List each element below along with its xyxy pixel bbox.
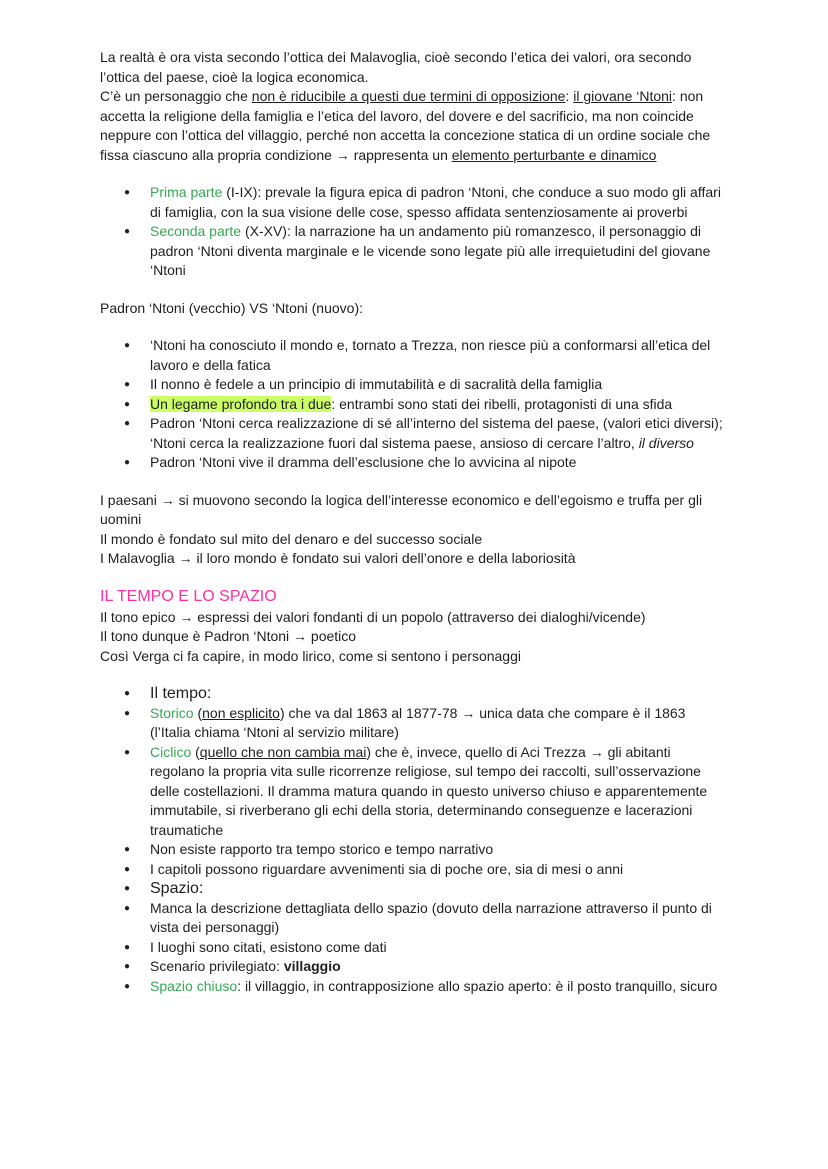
list-item: ● I capitoli possono riguardare avvenimenti sia di poche ore, sia di mesi o anni bbox=[100, 860, 728, 880]
part-label: Prima parte bbox=[150, 184, 223, 200]
list-text: che è, invece, quello di Aci Trezza → gli abitanti regolano la propria vita sulle ricorrenze religiose, sul tempo dei raccolti, sull’osservazione delle costellazioni. Il dramma matura quando in questo universo chiuso e apparentemente immutabile, si riverberano gli echi della storia, determinando conseguenze e lacerazioni traumatiche bbox=[150, 743, 708, 838]
versus-title: Padron ‘Ntoni (vecchio) VS ‘Ntoni (nuovo): bbox=[100, 299, 364, 316]
underlined-phrase: non esplicito bbox=[202, 704, 280, 721]
underlined-phrase: non è riducibile a questi due termini di opposizione bbox=[251, 88, 566, 104]
list-item: ● Manca la descrizione dettagliata dello spazio (dovuto della narrazione attraverso il punto di vista dei personaggi) bbox=[100, 899, 728, 938]
list-item bbox=[100, 977, 728, 997]
section-heading: IL TEMPO E LO SPAZIO bbox=[100, 587, 277, 605]
list-item bbox=[100, 183, 728, 222]
intro-text: : non accetta la religione della famiglia e l’etica del lavoro, del dovere e del sacrificio, ma non coincide neppure con l’ottica del villaggio, perché non accetta la concezione statica di un ordine sociale che fissa ciascuno alla propria condizione → rappresenta un bbox=[100, 88, 711, 163]
list-item: ● Storico (non esplicito) che va dal 1863 al 1877-78 → unica data che compare è il 1863 (l’Italia chiama ‘Ntoni al servizio militare) bbox=[100, 704, 728, 743]
versus-list bbox=[100, 336, 728, 473]
part-text: (I-IX): prevale la figura epica di padron ‘Ntoni, che conduce a suo modo gli affari di famiglia, con la sua visione delle cose, spesso affidata sentenziosamente ai proverbi bbox=[150, 184, 721, 220]
tone-line-1: Il tono epico → espressi dei valori fondanti di un popolo (attraverso dei dialoghi/vicende) bbox=[100, 608, 646, 625]
tone-line-3: Così Verga ci fa capire, in modo lirico, come si sentono i personaggi bbox=[100, 647, 521, 664]
bold-phrase: villaggio bbox=[283, 958, 341, 974]
intro-text: : bbox=[565, 88, 574, 104]
list-item: ● Ciclico (quello che non cambia mai) che è, invece, quello di Aci Trezza → gli abitanti regolano la propria vita sulle ricorrenze religiose, sul tempo dei raccolti, sull’osservazione delle costellazioni. Il dramma matura quando in questo universo chiuso e apparentemente immutabile, si riverberano gli echi della storia, determinando conseguenze e lacerazioni traumatiche bbox=[100, 743, 728, 841]
list-text: : il villaggio, in contrapposizione allo spazio aperto: è il posto tranquillo, sicuro bbox=[237, 977, 718, 994]
list-item: ● Padron ‘Ntoni vive il dramma dell’esclusione che lo avvicina al nipote bbox=[100, 453, 728, 473]
underlined-phrase: elemento perturbante e dinamico bbox=[451, 146, 657, 163]
document-body bbox=[100, 48, 728, 996]
list-item-tempo-title: ● Il tempo: bbox=[100, 684, 728, 704]
list-item bbox=[100, 957, 728, 977]
underlined-phrase: il giovane ‘Ntoni bbox=[573, 88, 673, 104]
intro-paragraph-1: La realtà è ora vista secondo l’ottica dei Malavoglia, cioè secondo l’etica dei valori, ora secondo l’ottica del paese, cioè la logica economica. bbox=[100, 49, 692, 85]
list-item: ● Il nonno è fedele a un principio di immutabilità e di sacralità della famiglia bbox=[100, 375, 728, 395]
paesani-line-1: I paesani → si muovono secondo la logica dell’interesse economico e dell’egoismo e truffa per gli uomini bbox=[100, 491, 703, 527]
paesani-line-2: Il mondo è fondato sul mito del denaro e del successo sociale bbox=[100, 530, 483, 547]
part-text: (X-XV): la narrazione ha un andamento più romanzesco, il personaggio di padron ‘Ntoni diventa marginale e le vicende sono legate più alle irrequietudini del giovane ‘Ntoni bbox=[150, 223, 711, 278]
list-text: che va dal 1863 al 1877-78 → unica data che compare è il 1863 (l’Italia chiama ‘Ntoni al servizio militare) bbox=[150, 704, 686, 740]
highlighted-phrase: Un legame profondo tra i due bbox=[150, 395, 332, 412]
list-item bbox=[100, 414, 728, 453]
part-label: Seconda parte bbox=[150, 223, 242, 239]
list-text: Padron ‘Ntoni cerca realizzazione di sé all’interno del sistema del paese, (valori etici diversi); ‘Ntoni cerca la realizzazione fuori dal sistema paese, ansioso di cercare l’altro, bbox=[150, 415, 723, 451]
list-item-spazio-title: ● Spazio: bbox=[100, 879, 728, 899]
spazio-chiuso-label: Spazio chiuso bbox=[150, 977, 238, 994]
ciclico-label: Ciclico bbox=[150, 743, 192, 760]
list-item bbox=[100, 395, 728, 415]
list-item bbox=[100, 222, 728, 281]
list-text: : entrambi sono stati dei ribelli, protagonisti di una sfida bbox=[331, 395, 673, 412]
paesani-line-3: I Malavoglia → il loro mondo è fondato sui valori dell’onore e della laboriosità bbox=[100, 550, 576, 566]
list-item: ● ‘Ntoni ha conosciuto il mondo e, tornato a Trezza, non riesce più a conformarsi all’etica del lavoro e della fatica bbox=[100, 336, 728, 375]
list-text: Scenario privilegiato: bbox=[150, 958, 284, 974]
list-item: ● I luoghi sono citati, esistono come dati bbox=[100, 938, 728, 958]
italic-phrase: il diverso bbox=[638, 434, 694, 451]
tone-line-2: Il tono dunque è Padron ‘Ntoni → poetico bbox=[100, 628, 357, 644]
storico-label: Storico bbox=[150, 704, 194, 721]
underlined-phrase: quello che non cambia mai bbox=[199, 743, 367, 760]
tempo-spazio-list bbox=[100, 684, 728, 996]
list-item: ● Non esiste rapporto tra tempo storico e tempo narrativo bbox=[100, 840, 728, 860]
intro-text: C’è un personaggio che bbox=[100, 88, 252, 104]
parts-list bbox=[100, 183, 728, 281]
intro-paragraph-2 bbox=[100, 87, 728, 165]
